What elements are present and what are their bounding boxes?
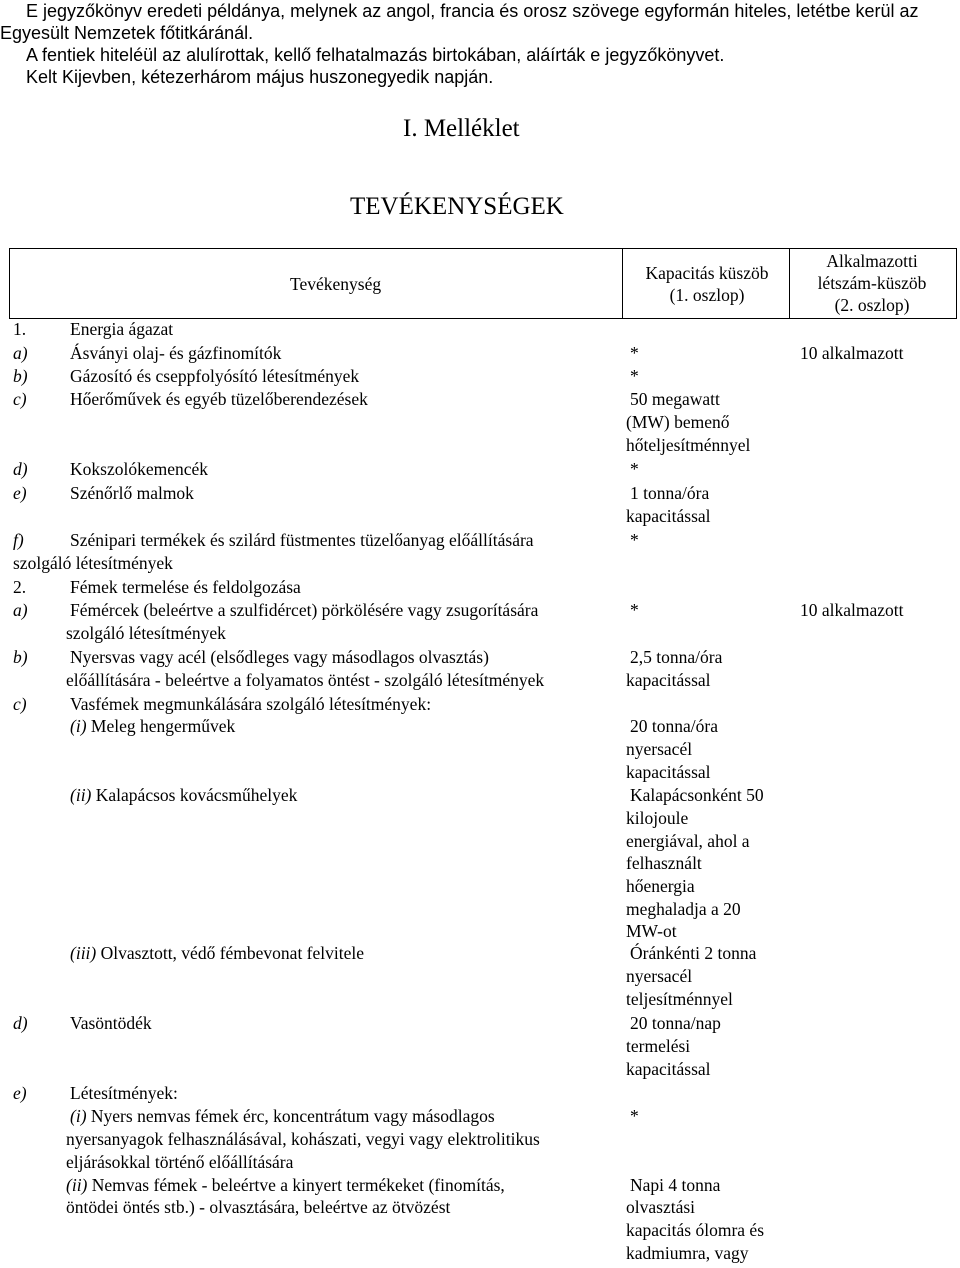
sub-item-label (66, 1174, 505, 1197)
row-letter: b) (13, 647, 28, 667)
sub-item-mark: (ii) (66, 1175, 88, 1195)
section-number: 1. (13, 319, 27, 339)
row-capacity-line: felhasznált (626, 853, 702, 873)
header-staff-line-3: (2. oszlop) (834, 295, 910, 315)
row-label-line: Nyersvas vagy acél (elsődleges vagy másodlagos olvasztás) (70, 647, 489, 667)
row-capacity-line: 1 tonna/óra (630, 483, 710, 503)
row-capacity: * (630, 343, 639, 363)
header-activity: Tevékenység (290, 274, 382, 294)
sub-item-label (70, 715, 235, 738)
header-staff (806, 250, 938, 316)
row-capacity-line: hőenergia (626, 876, 695, 896)
sub-item-label (70, 942, 364, 965)
sub-item-text: Kalapácsos kovácsműhelyek (91, 785, 298, 805)
row-letter: d) (13, 459, 28, 479)
row-staff: 10 alkalmazott (800, 600, 904, 620)
intro-line-4: Kelt Kijevben, kétezerhárom május huszonegyedik napján. (26, 67, 494, 87)
row-label-line: szolgáló létesítmények (66, 623, 226, 643)
table-rule-left (9, 248, 10, 318)
intro-line-2: Egyesült Nemzetek főtitkáránál. (0, 23, 254, 43)
row-label: Szénőrlő malmok (70, 483, 194, 503)
row-capacity-line: kilojoule (626, 808, 689, 828)
row-label: Gázosító és cseppfolyósító létesítmények (70, 366, 360, 386)
row-capacity-line: 50 megawatt (630, 389, 720, 409)
row-capacity: * (630, 1106, 639, 1126)
row-label: Vasöntödék (70, 1013, 152, 1033)
row-label: Hőerőművek és egyéb tüzelőberendezések (70, 389, 368, 409)
row-label-line: Fémércek (beleértve a szulfidércet) pörkölésére vagy zsugorítására (70, 600, 539, 620)
row-capacity: * (630, 530, 639, 550)
table-rule-top (9, 248, 957, 249)
row-capacity-line: MW-ot (626, 921, 677, 941)
row-capacity-line: teljesítménnyel (626, 989, 733, 1009)
section-title-metals: Fémek termelése és feldolgozása (70, 577, 301, 597)
sub-item-mark: (iii) (70, 943, 97, 963)
table-rule-right (956, 248, 957, 318)
row-letter: b) (13, 366, 28, 386)
sub-item-text: Meleg hengerművek (86, 716, 236, 736)
row-capacity-line: kapacitással (626, 506, 711, 526)
table-rule-mid-2 (789, 248, 790, 318)
row-capacity: * (630, 600, 639, 620)
row-letter: a) (13, 600, 28, 620)
header-staff-line-1: Alkalmazotti (826, 251, 918, 271)
row-capacity-line: 20 tonna/nap (630, 1013, 721, 1033)
sub-item-text: Nemvas fémek - beleértve a kinyert termékeket (finomítás, (87, 1175, 505, 1195)
sub-item-label (70, 784, 297, 807)
row-capacity-line: 20 tonna/óra (630, 716, 718, 736)
row-letter: a) (13, 343, 28, 363)
row-label-line: szolgáló létesítmények (13, 553, 173, 573)
row-capacity-line: Napi 4 tonna (630, 1175, 721, 1195)
row-label-line: Szénipari termékek és szilárd füstmentes tüzelőanyag előállítására (70, 530, 534, 550)
sub-item-mark: (i) (70, 716, 87, 736)
row-capacity-line: (MW) bemenő (626, 412, 730, 432)
row-capacity-line: Kalapácsonként 50 (630, 785, 764, 805)
table-rule-mid (622, 248, 623, 318)
header-capacity-line-1: Kapacitás küszöb (645, 263, 769, 283)
row-capacity-line: termelési (626, 1036, 691, 1056)
header-capacity (637, 262, 777, 306)
header-capacity-line-2: (1. oszlop) (669, 285, 745, 305)
row-capacity-line: nyersacél (626, 966, 693, 986)
row-letter: c) (13, 694, 27, 714)
row-letter: f) (13, 530, 24, 550)
intro-line-3: A fentiek hiteléül az alulírottak, kellő felhatalmazás birtokában, aláírták e jegyzőkönyvet. (26, 45, 725, 65)
header-staff-line-2: létszám-küszöb (817, 273, 927, 293)
row-capacity: * (630, 459, 639, 479)
row-capacity-line: kapacitással (626, 670, 711, 690)
sub-item-label (70, 1105, 495, 1128)
row-capacity-line: 2,5 tonna/óra (630, 647, 723, 667)
row-letter: d) (13, 1013, 28, 1033)
row-capacity-line: nyersacél (626, 739, 693, 759)
sub-item-label-line: nyersanyagok felhasználásával, kohászati, vegyi vagy elektrolitikus (66, 1129, 540, 1149)
section-number: 2. (13, 577, 27, 597)
section-title-energy: Energia ágazat (70, 319, 174, 339)
row-capacity-line: meghaladja a 20 (626, 899, 741, 919)
sub-item-text: Olvasztott, védő fémbevonat felvitele (96, 943, 365, 963)
row-label: Kokszolókemencék (70, 459, 209, 479)
row-capacity-line: kapacitással (626, 1059, 711, 1079)
row-capacity-line: kadmiumra, vagy (626, 1243, 749, 1263)
row-capacity-line: kapacitással (626, 762, 711, 782)
row-capacity-line: hőteljesítménnyel (626, 435, 751, 455)
row-capacity-line: olvasztási (626, 1197, 696, 1217)
row-label-line: előállítására - beleértve a folyamatos öntést - szolgáló létesítmények (66, 670, 545, 690)
row-staff: 10 alkalmazott (800, 343, 904, 363)
row-label: Ásványi olaj- és gázfinomítók (70, 343, 282, 363)
sub-item-text: Nyers nemvas fémek érc, koncentrátum vagy másodlagos (86, 1106, 495, 1126)
row-capacity: * (630, 366, 639, 386)
row-letter: e) (13, 483, 27, 503)
sub-item-label-line: öntödei öntés stb.) - olvasztására, beleértve az ötvözést (66, 1197, 451, 1217)
sub-item-label-line: eljárásokkal történő előállítására (66, 1152, 294, 1172)
annex-title: I. Melléklet (403, 115, 520, 142)
sub-item-mark: (i) (70, 1106, 87, 1126)
row-letter: e) (13, 1083, 27, 1103)
row-capacity-line: kapacitás ólomra és (626, 1220, 765, 1240)
row-label: Létesítmények: (70, 1083, 178, 1103)
row-label: Vasfémek megmunkálására szolgáló létesítmények: (70, 694, 432, 714)
row-letter: c) (13, 389, 27, 409)
row-capacity-line: Óránkénti 2 tonna (630, 943, 757, 963)
intro-line-1: E jegyzőkönyv eredeti példánya, melynek az angol, francia és orosz szövege egyformán hiteles, letétbe kerül az (26, 1, 919, 21)
sub-item-mark: (ii) (70, 785, 92, 805)
section-title: TEVÉKENYSÉGEK (350, 193, 564, 220)
row-capacity-line: energiával, ahol a (626, 831, 750, 851)
